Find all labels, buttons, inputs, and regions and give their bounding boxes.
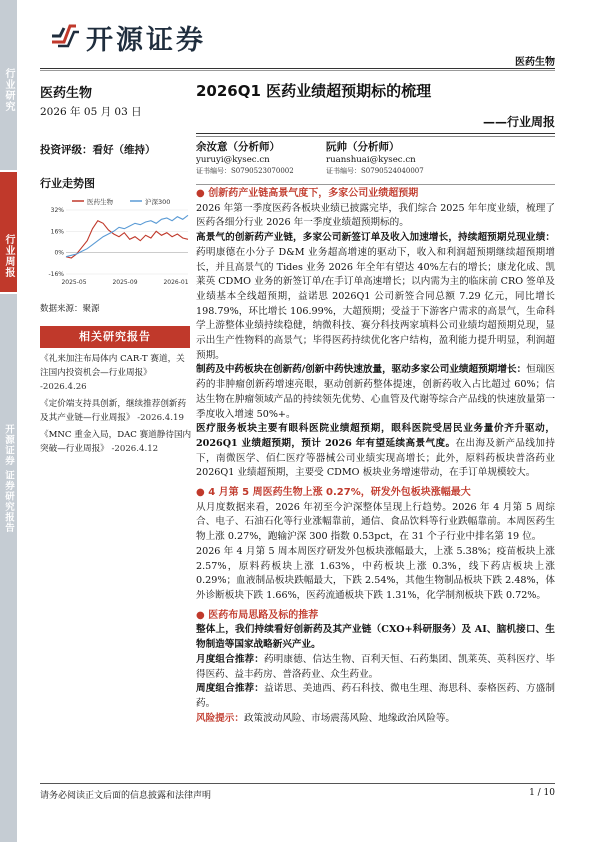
legend-label: 沪深300 (145, 198, 171, 206)
side-label-research: 行业研究 (3, 68, 14, 112)
related-report-date: -2026.4.19 (137, 413, 184, 423)
analyst-email[interactable]: ruanshuai@kysec.cn (326, 155, 416, 165)
brand-logo-icon (50, 22, 80, 48)
analyst-card (326, 142, 424, 177)
series-line (66, 221, 188, 258)
related-report-text: 《定价端支持具创新，继续推荐创新药及其产业链—行业周报》 (40, 399, 187, 423)
analyst-cert: 证书编号：S0790523070002 (196, 167, 294, 175)
related-report-item[interactable] (40, 352, 192, 394)
related-reports-title: 相关研究报告 (40, 326, 190, 348)
y-tick-label: 32% (50, 207, 64, 214)
report-subtitle: ——行业周报 (482, 115, 555, 129)
paragraph-text: 在出海及新产品线加持下，南微医学、佰仁医疗等器械公司业绩实现高增长；此外，原料药板块普洛药业 2026Q1 业绩超预期，主要受 CDMO 板块业务增速带动，在手订单规模较大。 (196, 437, 555, 479)
footer-disclaimer[interactable]: 请务必阅读正文后面的信息披露和法律声明 (40, 791, 212, 801)
paragraph-lead: 高景气的创新药产业链，多家公司新签订单及收入加速增长，持续超预期兑现业绩： (196, 232, 555, 244)
section-heading: ● 4 月第 5 周医药生物上涨 0.27%，研发外包板块涨幅最大 (196, 487, 471, 499)
header-category: 医药生物 (515, 57, 555, 68)
related-report-text: 《MNC 重金入局，DAC 赛道静待国内突破—行业周报》 (40, 430, 192, 454)
x-tick-label: 2025-09 (112, 279, 138, 286)
chart-source: 数据来源：聚源 (40, 304, 100, 314)
paragraph (196, 712, 555, 727)
y-tick-label: 0% (54, 249, 64, 257)
paragraph-lead: 周度组合推荐： (196, 683, 264, 695)
side-label-weekly: 行业周报 (3, 234, 14, 278)
paragraph (196, 682, 555, 711)
section-heading: ● 医药布局思路及标的推荐 (196, 609, 319, 621)
paragraph-text: 益诺思、美迪西、药石科技、微电生理、海思科、泰格医药、方盛制药。 (196, 683, 556, 709)
analyst-cert: 证书编号：S0790524040007 (326, 167, 424, 175)
side-strip-bottom (0, 294, 17, 842)
paragraph-lead: 制药及中药板块在创新药/创新中药快速放量，驱动多家公司业绩超预期增长： (196, 364, 527, 376)
side-strip-top (0, 0, 17, 170)
paragraph-text: 药明康德、信达生物、百利天恒、石药集团、凯莱英、英科医疗、毕得医药、益丰药房、普洛药业、众生药业。 (196, 653, 556, 680)
trend-chart-title: 行业走势图 (40, 177, 95, 190)
trend-chart (40, 196, 190, 288)
legend-label: 医药生物 (87, 198, 113, 206)
paragraph-text: 药明康德在小分子 D&M 业务超高增速的驱动下，收入和利润超预期继续超预期增长，并且高景气的 Tides 业务 2026 年全年有望达 40%左右的增长；康龙化成、凯莱英 CDMO 业务的新签订单/在手订单高速增长；以内需为主的临床前 CRO 签单及业绩基本全线超预期，益诺思 2026Q1 公司新签合同总额 7.29 亿元，同比增长 198.79%，环比增长 106.99%，大超预期；受益于下游客户需求的高景气，生命科学上游整体业绩持续稳健，纳微科技、赛分科技两家填料公司业绩均超预期兑现，显示出生产性物料的高景气；毕得医药持续优化客户结构，盈利能力提升明显，利润超预期。 (196, 246, 555, 361)
analyst-card (196, 142, 294, 177)
related-report-text: 《礼来加注布局体内 CAR-T 赛道，关注国内投资机会—行业周报》 (40, 354, 185, 378)
related-report-item[interactable] (40, 397, 192, 425)
side-label-brand: 开源证券 证券研究报告 (3, 424, 14, 534)
paragraph (196, 653, 555, 682)
paragraph-lead: 医疗服务板块主要有眼科医院业绩超预期，眼科医院受居民业务量价齐升驱动，2026Q1 业绩超预期，预计 2026 年有望延续高景气度。 (196, 423, 555, 449)
analyst-name: 阮帅（分析师） (326, 141, 400, 153)
paragraph-text: 政策波动风险、市场震荡风险、地缘政治风险等。 (243, 712, 456, 724)
paragraph-lead: 月度组合推荐： (196, 653, 264, 665)
report-title: 2026Q1 医药业绩超预期标的梳理 (196, 82, 432, 100)
header-divider (40, 68, 555, 69)
related-report-item[interactable] (40, 428, 192, 456)
paragraph: 从月度数据来看，2026 年初至今沪深整体呈现上行趋势。2026 年 4 月第 5 周综合、电子、石油石化等行业涨幅靠前，通信、食品饮料等行业跌幅靠前。本周医药生物上涨 0.27%，跑输沪深 300 指数 0.53pct，在 31 个子行业中排名第 19 位。 (196, 501, 555, 543)
side-strip-mid (0, 172, 17, 292)
title-divider (196, 133, 555, 134)
related-report-date: -2026.4.26 (40, 382, 87, 392)
related-report-date: -2026.4.12 (111, 444, 159, 454)
analyst-name: 余汝意（分析师） (196, 141, 280, 153)
paragraph (196, 231, 555, 363)
brand-name: 开源证券 (86, 25, 206, 56)
paragraph-lead: 风险提示： (196, 712, 244, 724)
x-tick-label: 2026-01 (163, 279, 189, 286)
paragraph (196, 422, 555, 481)
industry-name: 医药生物 (40, 86, 93, 101)
y-tick-label: 16% (50, 228, 64, 236)
paragraph: 2026 年 4 月第 5 周本周医疗研发外包板块涨幅最大，上涨 5.38%；疫苗板块上涨 2.57%，原料药板块上涨 1.63%，中药板块上涨 0.3%，线下药店板块上涨 0.29%；血液制品板块跌幅最大，下跌 2.54%，其他生物制品板块下跌 2.48%，体外诊断板块下跌 1.66%，医药流通板块下跌 1.31%，化学制剂板块下跌 0.72%。 (196, 545, 555, 601)
paragraph (196, 363, 555, 422)
analyst-email[interactable]: yuruyi@kysec.cn (196, 155, 270, 165)
y-tick-label: -16% (48, 271, 64, 278)
investment-rating: 投资评级：看好（维持） (40, 144, 156, 156)
report-date: 2026 年 05 月 03 日 (40, 106, 142, 118)
report-body (196, 187, 555, 726)
paragraph-text: 恒瑞医药的非肿瘤创新药增速亮眼，驱动创新药整体提速，创新药收入占比超过 60%；信达生物在肿瘤领域产品的持续领先优势、心血管及代谢等综合产品线的快速放量第一季度收入增速 50%+。 (196, 364, 555, 420)
title-divider-thin (196, 136, 555, 137)
analyst-divider (196, 184, 555, 185)
paragraph: 整体上，我们持续看好创新药及其产业链（CXO+科研服务）及 AI、脑机接口、生物制造等国家战略新兴产业。 (196, 624, 555, 651)
related-reports-list (40, 352, 192, 456)
x-tick-label: 2025-05 (61, 279, 87, 286)
section-heading: ● 创新药产业链高景气度下，多家公司业绩超预期 (196, 188, 419, 199)
header-divider-thin (40, 70, 555, 71)
footer-divider (40, 783, 555, 784)
page-number: 1 / 10 (529, 788, 555, 798)
paragraph: 2026 年第一季度医药各板块业绩已披露完毕，我们综合 2025 年年度业绩，梳理了医药各细分行业 2026 年一季度业绩超预期标的。 (196, 202, 555, 229)
